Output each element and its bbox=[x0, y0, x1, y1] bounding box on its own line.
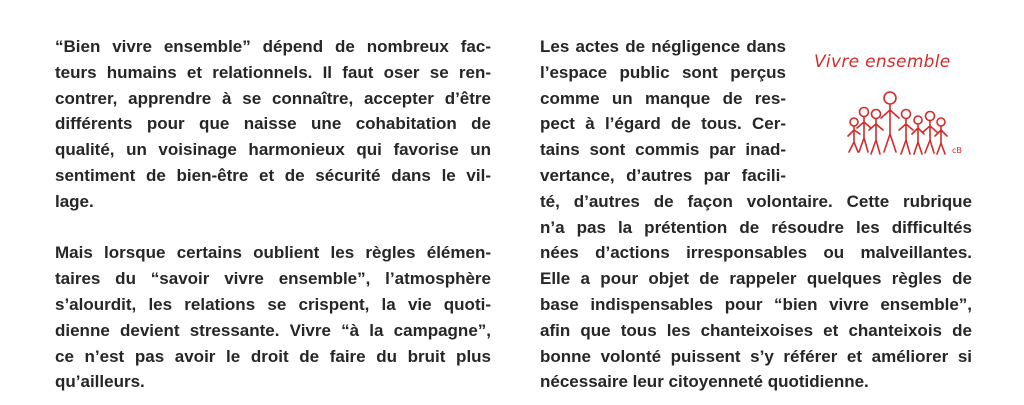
paragraph-rules bbox=[55, 240, 491, 395]
stick-figure bbox=[899, 110, 913, 155]
stick-figure bbox=[935, 118, 947, 154]
stick-figure bbox=[923, 112, 937, 154]
text-line: lage. bbox=[55, 191, 94, 211]
text-line: Mais lorsque certains oublient les règles élémen- bbox=[55, 243, 491, 263]
text-line: vertance, d’autres par facili- bbox=[540, 165, 786, 185]
text-line: tains sont commis par inad- bbox=[540, 140, 786, 160]
vivre-ensemble-illustration bbox=[806, 48, 976, 166]
text-line: nées d’actions irresponsables ou malveillantes. bbox=[540, 243, 972, 263]
text-line: bonne volonté puissent s’y référer et améliorer si bbox=[540, 346, 972, 366]
text-line: différents pour que naisse une cohabitation de bbox=[55, 114, 491, 134]
text-line: qu’ailleurs. bbox=[55, 372, 145, 392]
text-line: té, d’autres de façon volontaire. Cette rubrique bbox=[540, 191, 972, 211]
stick-figure bbox=[881, 92, 899, 152]
text-line: Elle a pour objet de rappeler quelques règles de bbox=[540, 269, 972, 289]
text-line: dienne devient stressante. Vivre “à la campagne”, bbox=[55, 320, 491, 340]
illustration-title: Vivre ensemble bbox=[814, 52, 951, 72]
text-line: base indispensables pour “bien vivre ensemble”, bbox=[540, 294, 972, 314]
text-line: l’espace public sont perçus bbox=[540, 62, 786, 82]
text-line: qualité, un voisinage harmonieux qui favorise un bbox=[55, 140, 491, 160]
paragraph-negligence-full bbox=[540, 189, 972, 395]
text-line: ce n’est pas avoir le droit de faire du bruit plus bbox=[55, 346, 491, 366]
stick-figure bbox=[869, 110, 883, 155]
text-line: n’a pas la prétention de résoudre les difficultés bbox=[540, 217, 972, 237]
text-line: comme un manque de res- bbox=[540, 88, 786, 108]
text-line: teurs humains et relationnels. Il faut oser se ren- bbox=[55, 62, 491, 82]
illustration-signature: cB bbox=[952, 146, 962, 155]
text-line: s’alourdit, les relations se crispent, la vie quoti- bbox=[55, 294, 491, 314]
text-line: nécessaire leur citoyenneté quotidienne. bbox=[540, 372, 869, 392]
text-line: Les actes de négligence dans bbox=[540, 37, 786, 56]
paragraph-spacer bbox=[55, 215, 491, 241]
left-column bbox=[55, 34, 491, 395]
stick-figure bbox=[848, 118, 860, 152]
paragraph-negligence-wrapped bbox=[540, 34, 786, 189]
text-line: sentiment de bien-être et de sécurité dans le vil- bbox=[55, 165, 491, 185]
text-line: contrer, apprendre à se connaître, accepter d’être bbox=[55, 88, 491, 108]
stick-figure bbox=[912, 116, 924, 154]
paragraph-intro bbox=[55, 34, 491, 215]
text-line: afin que tous les chanteixoises et chanteixois de bbox=[540, 320, 972, 340]
stick-figures-drawing bbox=[806, 48, 976, 166]
text-line: “Bien vivre ensemble” dépend de nombreux fac- bbox=[55, 37, 491, 56]
text-line: pect à l’égard de tous. Cer- bbox=[540, 114, 786, 134]
text-line: taires du “savoir vivre ensemble”, l’atmosphère bbox=[55, 269, 491, 289]
